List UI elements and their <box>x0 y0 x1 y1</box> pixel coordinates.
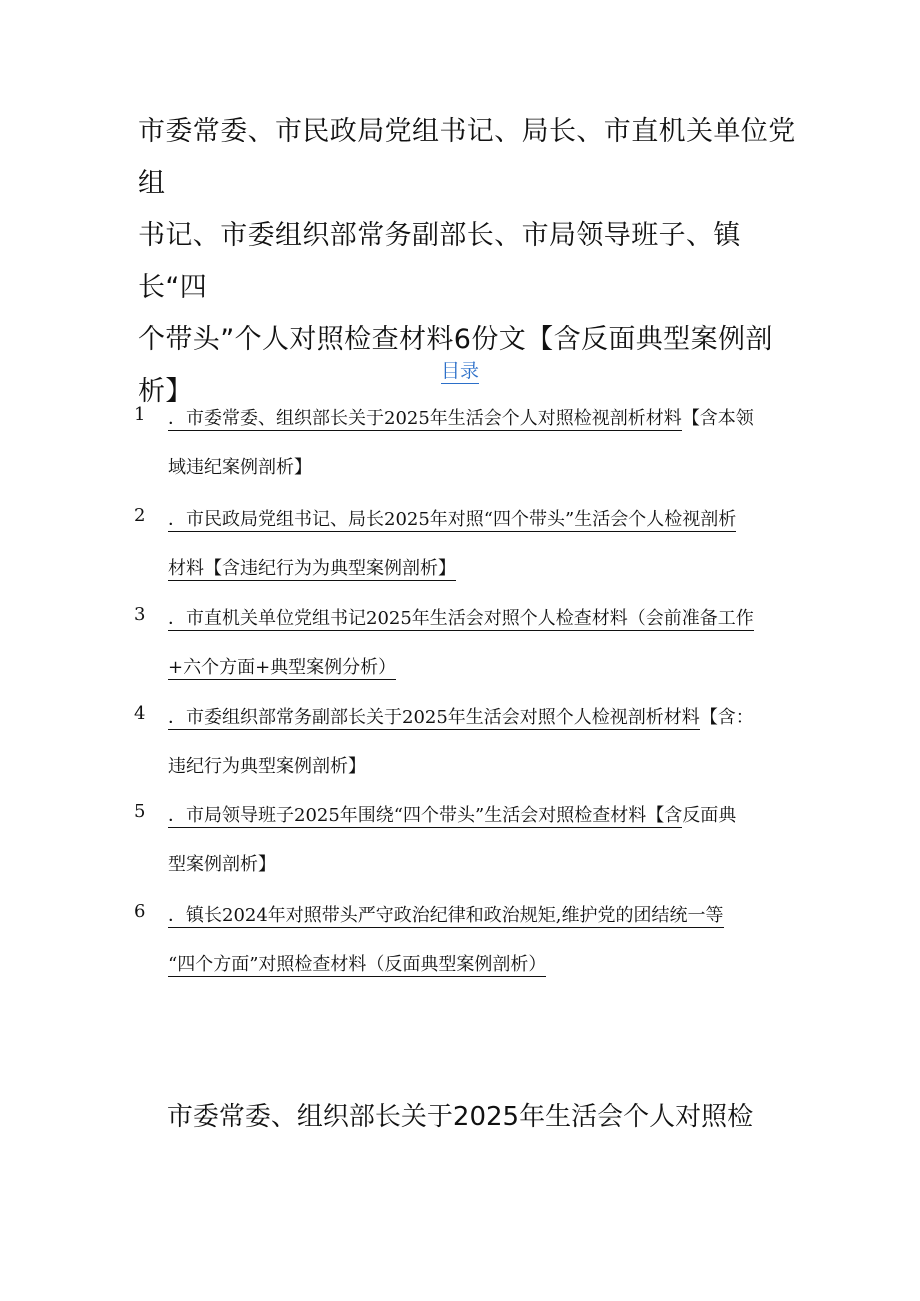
toc-heading-link[interactable]: 目录 <box>440 360 479 382</box>
toc-item-line-2: 型案例剖析】 <box>168 854 276 875</box>
toc-item-link[interactable]: ．镇长2024年对照带头严守政治纪律和政治规矩,维护党的团结统一等 <box>168 905 724 926</box>
toc-item-number: 4 <box>134 703 146 724</box>
toc-item-line-2: 域违纪案例剖析】 <box>168 457 312 478</box>
toc-item-number: 5 <box>134 801 146 822</box>
toc-item-link[interactable]: ．市委常委、组织部长关于2025年生活会个人对照检视剖析材料 <box>168 408 682 429</box>
toc-heading[interactable] <box>0 356 920 383</box>
toc-item-number: 6 <box>134 901 146 922</box>
toc-item-line-tail: 【含本领 <box>681 408 754 429</box>
toc-item-number: 2 <box>134 505 146 526</box>
title-line-3: 个带头”个人对照检查材料6份文【含反面典型案例剖析】 <box>138 324 773 407</box>
toc-item-link[interactable]: ．市直机关单位党组书记2025年生活会对照个人检查材料（会前准备工作 <box>168 608 754 629</box>
toc-item-link[interactable]: ．市局领导班子2025年围绕“四个带头”生活会对照检查材料【含 <box>168 805 683 826</box>
toc-item-line-2[interactable]: +六个方面+典型案例分析） <box>168 657 397 678</box>
title-line-2: 书记、市委组织部常务副部长、市局领导班子、镇长“四 <box>138 220 741 303</box>
title-line-1: 市委常委、市民政局党组书记、局长、市直机关单位党组 <box>138 116 796 199</box>
toc-item-line-2[interactable]: 材料【含违纪行为为典型案例剖析】 <box>168 558 456 579</box>
toc-item-number: 3 <box>134 604 146 625</box>
toc-item-number: 1 <box>134 404 146 425</box>
toc-item-line-2: 违纪行为典型案例剖析】 <box>168 756 366 777</box>
toc-item-line-tail: 反面典 <box>682 805 737 826</box>
section-title: 市委常委、组织部长关于2025年生活会个人对照检 <box>166 1102 754 1132</box>
toc-item-line-2[interactable]: “四个方面”对照检查材料（反面典型案例剖析） <box>168 954 547 975</box>
toc-item-link[interactable]: ．市民政局党组书记、局长2025年对照“四个带头”生活会个人检视剖析 <box>168 509 737 530</box>
toc-item-line-tail: 【含： <box>699 707 754 728</box>
toc-item-link[interactable]: ．市委组织部常务副部长关于2025年生活会对照个人检视剖析材料 <box>168 707 700 728</box>
